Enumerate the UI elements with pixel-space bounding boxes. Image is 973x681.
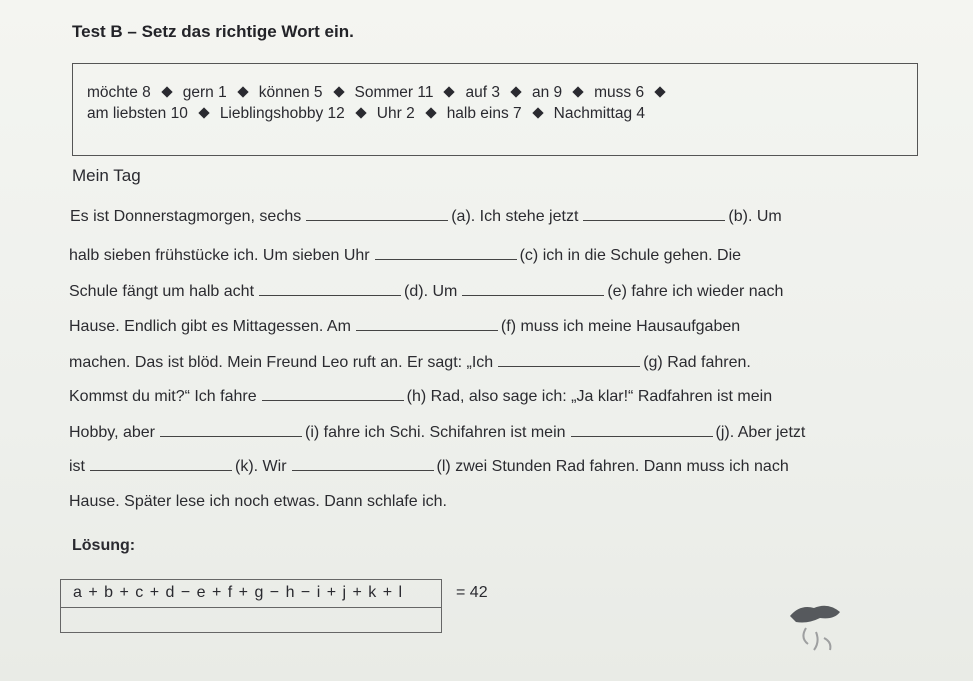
text-segment: Es ist Donnerstagmorgen, sechs	[70, 208, 302, 225]
word-bank-item: möchte 8	[87, 84, 151, 101]
word-bank-item: am liebsten 10	[87, 105, 188, 122]
text-segment: Hobby, aber	[69, 424, 155, 441]
text-segment: machen. Das ist blöd. Mein Freund Leo ruft an. Er sagt: „Ich	[69, 354, 494, 371]
text-line-8	[69, 458, 789, 476]
text-segment: ist	[69, 458, 85, 475]
word-bank-item: halb eins 7	[446, 105, 522, 122]
word-bank-item: können 5	[258, 84, 323, 101]
text-segment: (c) ich in die Schule gehen. Die	[519, 247, 742, 264]
diamond-icon	[198, 107, 209, 118]
blank-f[interactable]	[356, 329, 498, 331]
text-segment: (g) Rad fahren.	[643, 354, 751, 371]
text-line-1	[70, 208, 782, 226]
word-bank-item: auf 3	[465, 84, 500, 101]
word-bank-line-2	[87, 105, 645, 123]
diamond-icon	[161, 86, 172, 97]
text-segment: (j). Aber jetzt	[715, 424, 806, 441]
blank-g[interactable]	[498, 365, 640, 367]
text-line-6	[69, 388, 772, 406]
text-line-5	[69, 354, 751, 372]
text-segment: (e) fahre ich wieder nach	[607, 283, 784, 300]
text-segment: (f) muss ich meine Hausaufgaben	[500, 318, 741, 335]
diamond-icon	[237, 86, 248, 97]
word-bank-line-1	[87, 84, 676, 102]
text-segment: (i) fahre ich Schi. Schifahren ist mein	[304, 424, 566, 441]
doodle-icon	[780, 598, 850, 658]
text-line-3	[69, 283, 783, 301]
solution-formula: a + b + c + d − e + f + g − h − i + j + k + l	[73, 584, 404, 601]
diamond-icon	[355, 107, 366, 118]
text-segment: (a). Ich stehe jetzt	[451, 208, 579, 225]
word-bank-box	[72, 63, 918, 156]
text-line-4	[69, 318, 740, 336]
word-bank-item: Uhr 2	[376, 105, 415, 122]
blank-d[interactable]	[259, 294, 401, 296]
diamond-icon	[532, 107, 543, 118]
word-bank-item: Sommer 11	[354, 84, 434, 101]
diamond-icon	[510, 86, 521, 97]
text-segment: (k). Wir	[235, 458, 287, 475]
blank-b[interactable]	[583, 219, 725, 221]
blank-a[interactable]	[306, 219, 448, 221]
blank-i[interactable]	[160, 435, 302, 437]
text-segment: (b). Um	[728, 208, 782, 225]
section-title: Mein Tag	[72, 166, 141, 185]
text-segment: Schule fängt um halb acht	[69, 283, 255, 300]
diamond-icon	[333, 86, 344, 97]
text-segment: (h) Rad, also sage ich: „Ja klar!“ Radfahren ist mein	[406, 388, 773, 405]
diamond-icon	[654, 86, 665, 97]
word-bank-item: muss 6	[594, 84, 645, 101]
text-segment: (d). Um	[404, 283, 458, 300]
word-bank-item: an 9	[531, 84, 563, 101]
blank-l[interactable]	[292, 469, 434, 471]
text-line-7	[69, 424, 805, 442]
solution-result: = 42	[456, 584, 488, 601]
word-bank-item: gern 1	[182, 84, 227, 101]
text-segment: halb sieben frühstücke ich. Um sieben Uhr	[69, 247, 370, 264]
text-segment: (l) zwei Stunden Rad fahren. Dann muss ich nach	[436, 458, 789, 475]
blank-h[interactable]	[262, 399, 404, 401]
text-segment: Hause. Später lese ich noch etwas. Dann schlafe ich.	[69, 493, 447, 510]
diamond-icon	[444, 86, 455, 97]
text-segment: Hause. Endlich gibt es Mittagessen. Am	[69, 318, 351, 335]
solution-box	[60, 579, 442, 633]
text-line-9	[69, 493, 447, 511]
blank-e[interactable]	[462, 294, 604, 296]
text-line-2	[69, 247, 741, 265]
text-segment: Kommst du mit?“ Ich fahre	[69, 388, 257, 405]
solution-label: Lösung:	[72, 537, 136, 554]
word-bank-item: Nachmittag 4	[553, 105, 645, 122]
diamond-icon	[572, 86, 583, 97]
blank-k[interactable]	[90, 469, 232, 471]
diamond-icon	[425, 107, 436, 118]
word-bank-item: Lieblingshobby 12	[219, 105, 345, 122]
solution-formula-row	[61, 580, 441, 608]
blank-c[interactable]	[375, 258, 517, 260]
blank-j[interactable]	[571, 435, 713, 437]
exercise-title: Test B – Setz das richtige Wort ein.	[72, 22, 354, 41]
